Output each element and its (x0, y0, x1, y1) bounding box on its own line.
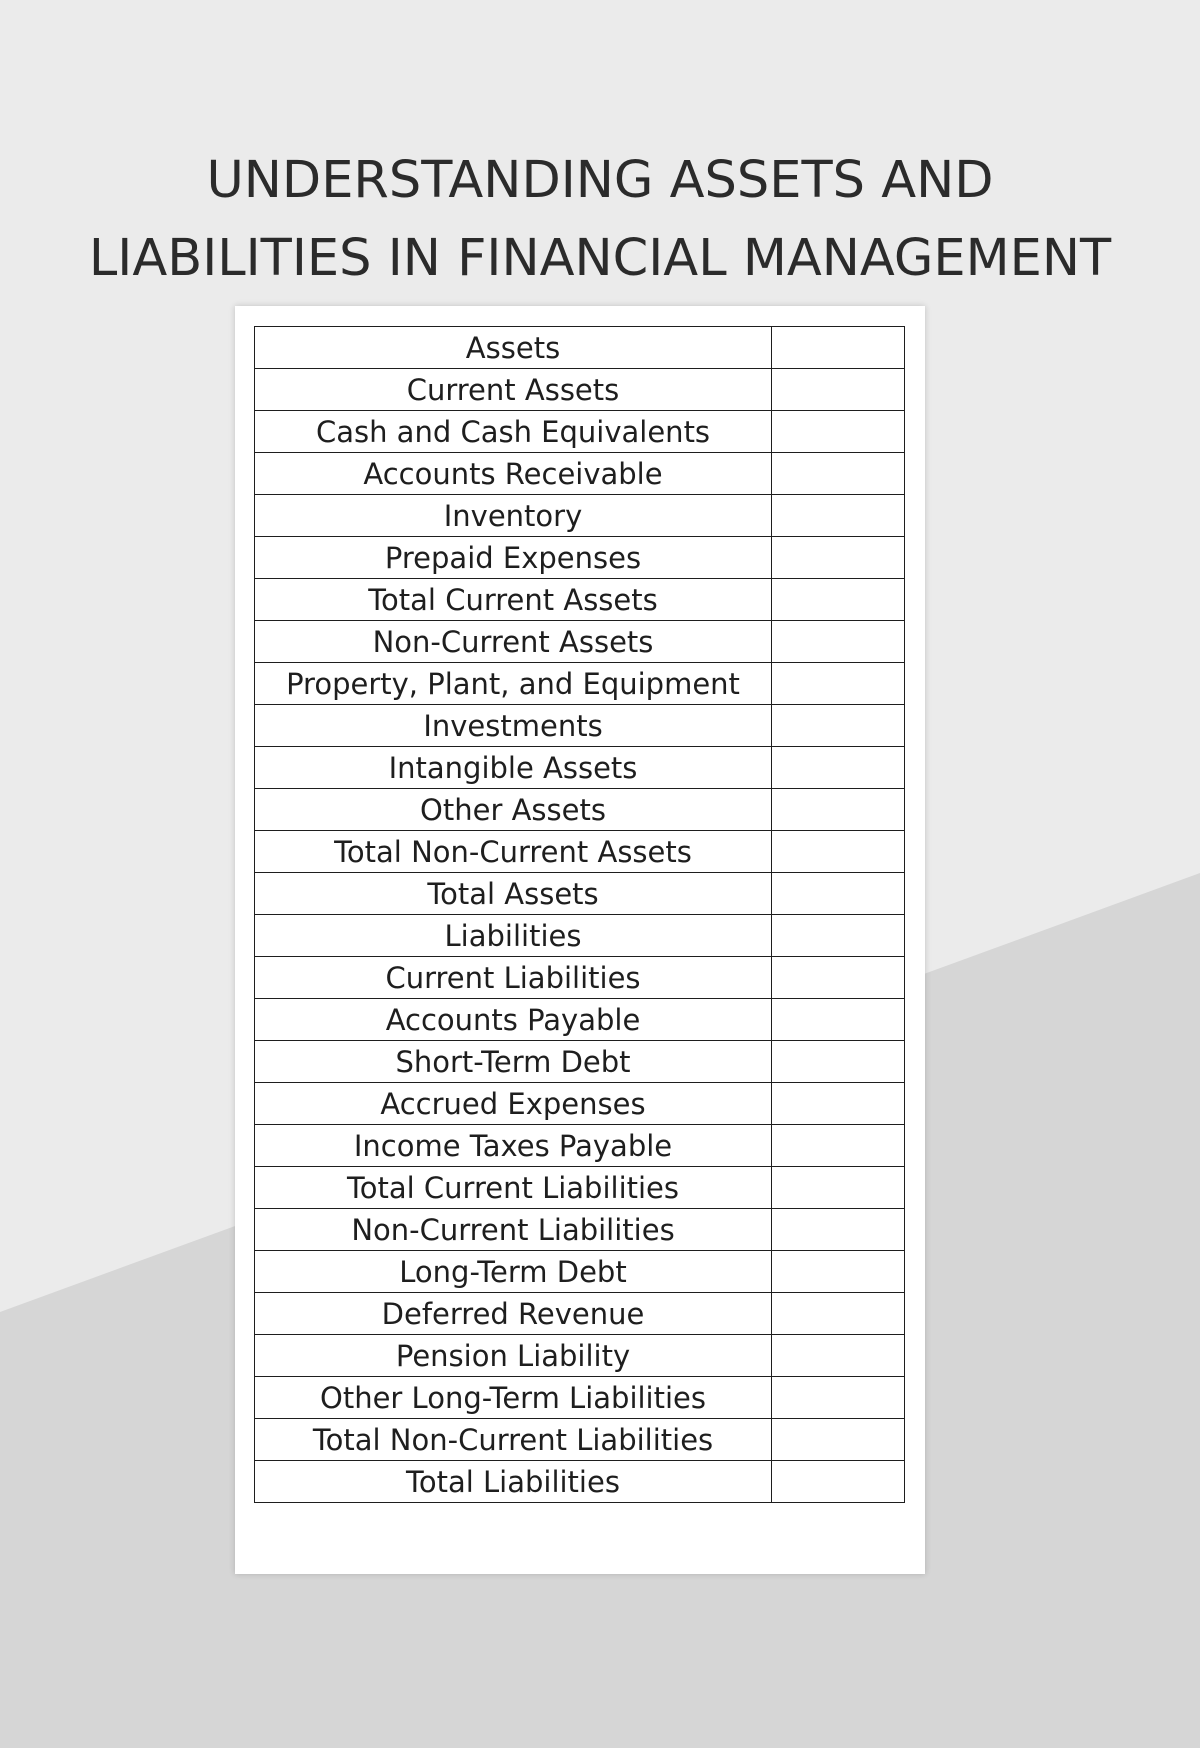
row-value-cell[interactable] (772, 915, 905, 957)
row-label-cell: Accounts Payable (255, 999, 772, 1041)
row-label-cell: Other Long-Term Liabilities (255, 1377, 772, 1419)
row-value-cell[interactable] (772, 1083, 905, 1125)
table-row (255, 831, 905, 873)
table-row (255, 1125, 905, 1167)
table-row (255, 537, 905, 579)
row-value-cell[interactable] (772, 1125, 905, 1167)
table-row (255, 1167, 905, 1209)
table-row (255, 453, 905, 495)
row-value-cell[interactable] (772, 537, 905, 579)
row-label-cell: Deferred Revenue (255, 1293, 772, 1335)
row-value-cell[interactable] (772, 705, 905, 747)
row-value-cell[interactable] (772, 327, 905, 369)
row-label-cell: Accounts Receivable (255, 453, 772, 495)
row-label-cell: Prepaid Expenses (255, 537, 772, 579)
row-value-cell[interactable] (772, 1251, 905, 1293)
row-value-cell[interactable] (772, 1041, 905, 1083)
row-label-cell: Liabilities (255, 915, 772, 957)
row-value-cell[interactable] (772, 873, 905, 915)
table-row (255, 1209, 905, 1251)
table-row (255, 1251, 905, 1293)
table-row (255, 1419, 905, 1461)
row-value-cell[interactable] (772, 747, 905, 789)
table-row (255, 957, 905, 999)
row-label-cell: Total Assets (255, 873, 772, 915)
table-row (255, 579, 905, 621)
table-row (255, 369, 905, 411)
row-label-cell: Pension Liability (255, 1335, 772, 1377)
row-value-cell[interactable] (772, 411, 905, 453)
row-value-cell[interactable] (772, 1209, 905, 1251)
table-row (255, 1377, 905, 1419)
table-row (255, 1293, 905, 1335)
row-label-cell: Current Liabilities (255, 957, 772, 999)
row-label-cell: Long-Term Debt (255, 1251, 772, 1293)
table-row (255, 411, 905, 453)
table-row (255, 999, 905, 1041)
row-label-cell: Property, Plant, and Equipment (255, 663, 772, 705)
row-value-cell[interactable] (772, 621, 905, 663)
row-label-cell: Non-Current Liabilities (255, 1209, 772, 1251)
table-row (255, 789, 905, 831)
row-value-cell[interactable] (772, 1167, 905, 1209)
row-label-cell: Total Non-Current Assets (255, 831, 772, 873)
table-row (255, 1041, 905, 1083)
row-value-cell[interactable] (772, 999, 905, 1041)
table-row (255, 495, 905, 537)
row-value-cell[interactable] (772, 1293, 905, 1335)
table-body (255, 327, 905, 1503)
table-row (255, 663, 905, 705)
table-row (255, 915, 905, 957)
row-value-cell[interactable] (772, 1377, 905, 1419)
row-value-cell[interactable] (772, 453, 905, 495)
row-value-cell[interactable] (772, 1335, 905, 1377)
table-row (255, 747, 905, 789)
row-label-cell: Investments (255, 705, 772, 747)
row-label-cell: Assets (255, 327, 772, 369)
table-row (255, 705, 905, 747)
row-label-cell: Cash and Cash Equivalents (255, 411, 772, 453)
table-row (255, 1461, 905, 1503)
row-label-cell: Total Current Assets (255, 579, 772, 621)
row-value-cell[interactable] (772, 957, 905, 999)
row-label-cell: Income Taxes Payable (255, 1125, 772, 1167)
row-label-cell: Short-Term Debt (255, 1041, 772, 1083)
page-title (0, 142, 1200, 298)
row-label-cell: Total Current Liabilities (255, 1167, 772, 1209)
row-value-cell[interactable] (772, 1461, 905, 1503)
row-label-cell: Total Liabilities (255, 1461, 772, 1503)
table-row (255, 621, 905, 663)
table-row (255, 1083, 905, 1125)
row-label-cell: Non-Current Assets (255, 621, 772, 663)
row-value-cell[interactable] (772, 579, 905, 621)
row-value-cell[interactable] (772, 789, 905, 831)
page-title-line-2: LIABILITIES IN FINANCIAL MANAGEMENT (88, 229, 1112, 289)
assets-liabilities-table (254, 326, 905, 1503)
row-label-cell: Total Non-Current Liabilities (255, 1419, 772, 1461)
table-row (255, 1335, 905, 1377)
row-label-cell: Accrued Expenses (255, 1083, 772, 1125)
row-label-cell: Inventory (255, 495, 772, 537)
row-value-cell[interactable] (772, 1419, 905, 1461)
row-label-cell: Current Assets (255, 369, 772, 411)
worksheet-paper (235, 306, 925, 1574)
row-value-cell[interactable] (772, 495, 905, 537)
row-label-cell: Other Assets (255, 789, 772, 831)
row-value-cell[interactable] (772, 831, 905, 873)
table-row (255, 327, 905, 369)
page-title-line-1: UNDERSTANDING ASSETS AND (206, 151, 994, 211)
table-row (255, 873, 905, 915)
row-value-cell[interactable] (772, 663, 905, 705)
row-label-cell: Intangible Assets (255, 747, 772, 789)
row-value-cell[interactable] (772, 369, 905, 411)
